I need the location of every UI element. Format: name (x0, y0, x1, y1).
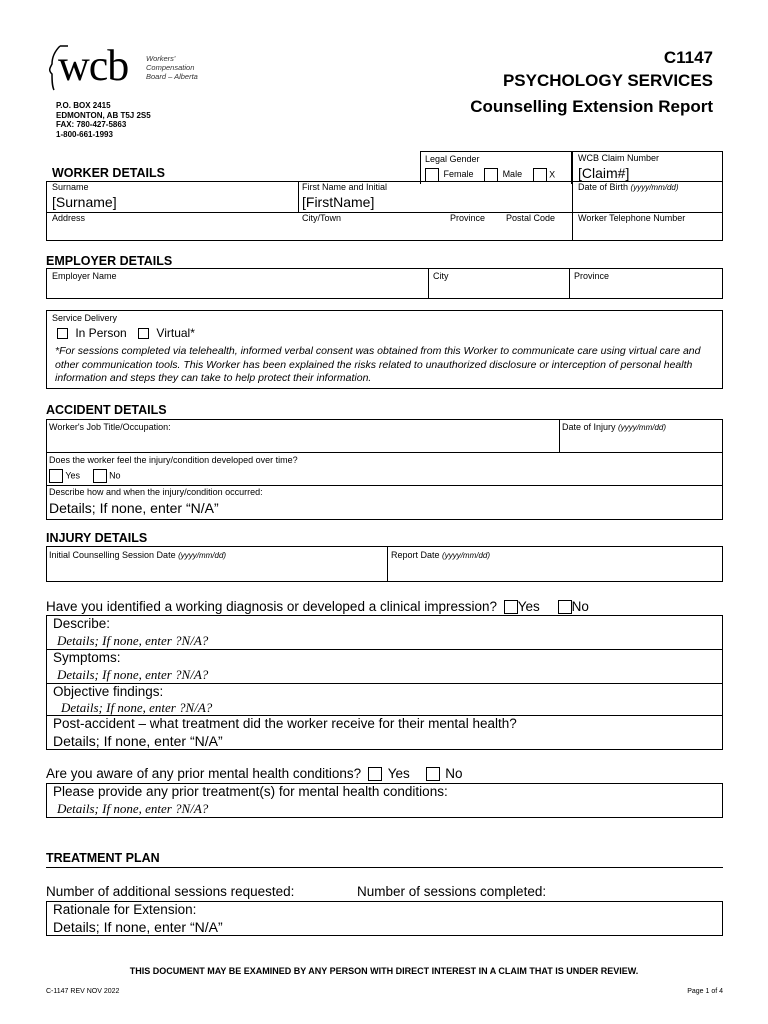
describe-injury-label: Describe how and when the injury/condition occurred: (49, 487, 263, 497)
rationale-label: Rationale for Extension: (53, 902, 197, 917)
prior-treatment-label: Please provide any prior treatment(s) for mental health conditions: (53, 784, 448, 799)
initial-session-label: Initial Counselling Session Date (49, 550, 176, 560)
report-date-field[interactable] (391, 550, 490, 561)
logo-line: Workers' (146, 54, 176, 63)
prior-no-label: No (445, 766, 463, 781)
additional-sessions-label[interactable]: Number of additional sessions requested: (46, 884, 295, 899)
diagnosis-grid (46, 615, 723, 750)
org-address (56, 101, 151, 139)
claim-number-label: WCB Claim Number (578, 153, 660, 163)
male-checkbox[interactable] (484, 168, 498, 182)
first-name-label: First Name and Initial (302, 182, 388, 192)
service-delivery-box (46, 310, 723, 389)
address-line: P.O. BOX 2415 (56, 101, 111, 110)
treatment-plan-heading: TREATMENT PLAN (46, 851, 160, 865)
overtime-yes-label: Yes (65, 470, 81, 481)
virtual-checkbox[interactable] (138, 328, 149, 339)
report-date-hint: (yyyy/mm/dd) (442, 551, 491, 560)
address-line: EDMONTON, AB T5J 2S5 (56, 110, 151, 120)
prior-no-checkbox[interactable] (426, 767, 440, 781)
rationale-value[interactable]: Details; If none, enter “N/A” (53, 919, 223, 935)
symptoms-label: Symptoms: (53, 650, 121, 665)
province-label: Province (450, 213, 486, 223)
in-person-checkbox[interactable] (57, 328, 68, 339)
page-number: Page 1 of 4 (687, 988, 723, 995)
rationale-box (46, 901, 723, 936)
initial-session-date-field[interactable] (49, 550, 226, 561)
worker-phone-label: Worker Telephone Number (578, 213, 686, 223)
dob-hint: (yyyy/mm/dd) (630, 183, 679, 192)
diagnosis-no-checkbox[interactable] (558, 600, 572, 614)
telehealth-consent-note: *For sessions completed via telehealth, informed verbal consent was obtained from this Worker to communicate care using virtual care and other communication tools. This Worker has been explained the risks related to unauthorized disclosure or interception of personal health information and steps they can take to help protect their information. (55, 345, 701, 384)
diagnosis-question: Have you identified a working diagnosis or developed a clinical impression? (46, 599, 498, 614)
employer-details-heading: EMPLOYER DETAILS (46, 254, 173, 268)
doi-label: Date of Injury (562, 422, 616, 432)
overtime-no-label: No (109, 470, 121, 481)
diagnosis-yes-checkbox[interactable] (504, 600, 518, 614)
employer-city-label[interactable]: City (433, 271, 449, 281)
prior-conditions-question: Are you aware of any prior mental health conditions? (46, 766, 362, 781)
male-label: Male (502, 169, 523, 180)
surname-label: Surname (52, 182, 89, 192)
postal-code-label: Postal Code (506, 213, 556, 223)
city-town-label: City/Town (302, 213, 342, 223)
review-notice: THIS DOCUMENT MAY BE EXAMINED BY ANY PERSON WITH DIRECT INTEREST IN A CLAIM THAT IS UNDER REVIEW. (129, 966, 639, 976)
employer-name-label[interactable]: Employer Name (52, 271, 117, 281)
revision-code: C-1147 REV NOV 2022 (46, 988, 120, 995)
form-subtitle: Counselling Extension Report (470, 97, 713, 116)
objective-findings-value[interactable]: Details; If none, enter ?N/A? (61, 700, 213, 715)
symptoms-value[interactable]: Details; If none, enter ?N/A? (57, 667, 209, 682)
worker-details-grid (46, 181, 723, 241)
in-person-label: In Person (75, 326, 127, 340)
logo-line: Compensation (146, 63, 195, 72)
prior-treatment-box (46, 783, 723, 818)
diagnosis-no-label: No (571, 599, 589, 614)
claim-number-box[interactable] (572, 151, 723, 184)
address-line: 1-800-661-1993 (56, 129, 113, 139)
accident-details-heading: ACCIDENT DETAILS (46, 403, 167, 417)
describe-label: Describe: (53, 616, 111, 631)
virtual-label: Virtual* (156, 326, 195, 340)
job-title-label[interactable]: Worker's Job Title/Occupation: (49, 422, 171, 432)
prior-yes-checkbox[interactable] (368, 767, 382, 781)
injury-details-grid (46, 546, 723, 582)
injury-details-heading: INJURY DETAILS (46, 531, 148, 545)
employer-province-label[interactable]: Province (574, 271, 610, 281)
worker-details-heading: WORKER DETAILS (52, 166, 165, 180)
describe-injury-value[interactable]: Details; If none, enter “N/A” (49, 500, 219, 516)
doi-hint: (yyyy/mm/dd) (618, 423, 667, 432)
form-title: PSYCHOLOGY SERVICES (502, 71, 713, 90)
describe-value[interactable]: Details; If none, enter ?N/A? (57, 633, 209, 648)
treatment-plan-divider (46, 867, 723, 868)
diagnosis-yes-label: Yes (517, 599, 540, 614)
address-label: Address (52, 213, 86, 223)
legal-gender-box (420, 151, 572, 184)
female-label: Female (443, 169, 474, 180)
post-accident-label: Post-accident – what treatment did the worker receive for their mental health? (53, 716, 517, 731)
female-checkbox[interactable] (425, 168, 439, 182)
overtime-no-checkbox[interactable] (93, 469, 107, 483)
report-date-label: Report Date (391, 550, 440, 560)
sessions-completed-label[interactable]: Number of sessions completed: (357, 884, 547, 899)
wcb-logo (46, 41, 216, 94)
x-label: X (549, 169, 556, 180)
first-name-value[interactable]: [FirstName] (302, 194, 375, 210)
prior-yes-label: Yes (387, 766, 410, 781)
service-delivery-label: Service Delivery (52, 313, 118, 323)
objective-findings-label: Objective findings: (53, 684, 164, 699)
form-code: C1147 (663, 48, 713, 67)
logo-line: Board – Alberta (146, 72, 198, 81)
legal-gender-label: Legal Gender (425, 154, 480, 164)
prior-treatment-value[interactable]: Details; If none, enter ?N/A? (57, 801, 209, 816)
logo-wordmark: wcb (58, 41, 129, 90)
x-checkbox[interactable] (533, 168, 547, 182)
dob-label: Date of Birth (578, 182, 629, 192)
post-accident-value[interactable]: Details; If none, enter “N/A” (53, 733, 223, 749)
employer-details-grid (46, 268, 723, 299)
initial-session-hint: (yyyy/mm/dd) (178, 551, 227, 560)
claim-number-value: [Claim#] (578, 165, 630, 181)
accident-details-grid (46, 419, 723, 520)
over-time-question: Does the worker feel the injury/condition developed over time? (49, 455, 298, 465)
address-line: FAX: 780-427-5863 (56, 120, 127, 129)
overtime-yes-checkbox[interactable] (49, 469, 63, 483)
surname-value[interactable]: [Surname] (52, 194, 117, 210)
